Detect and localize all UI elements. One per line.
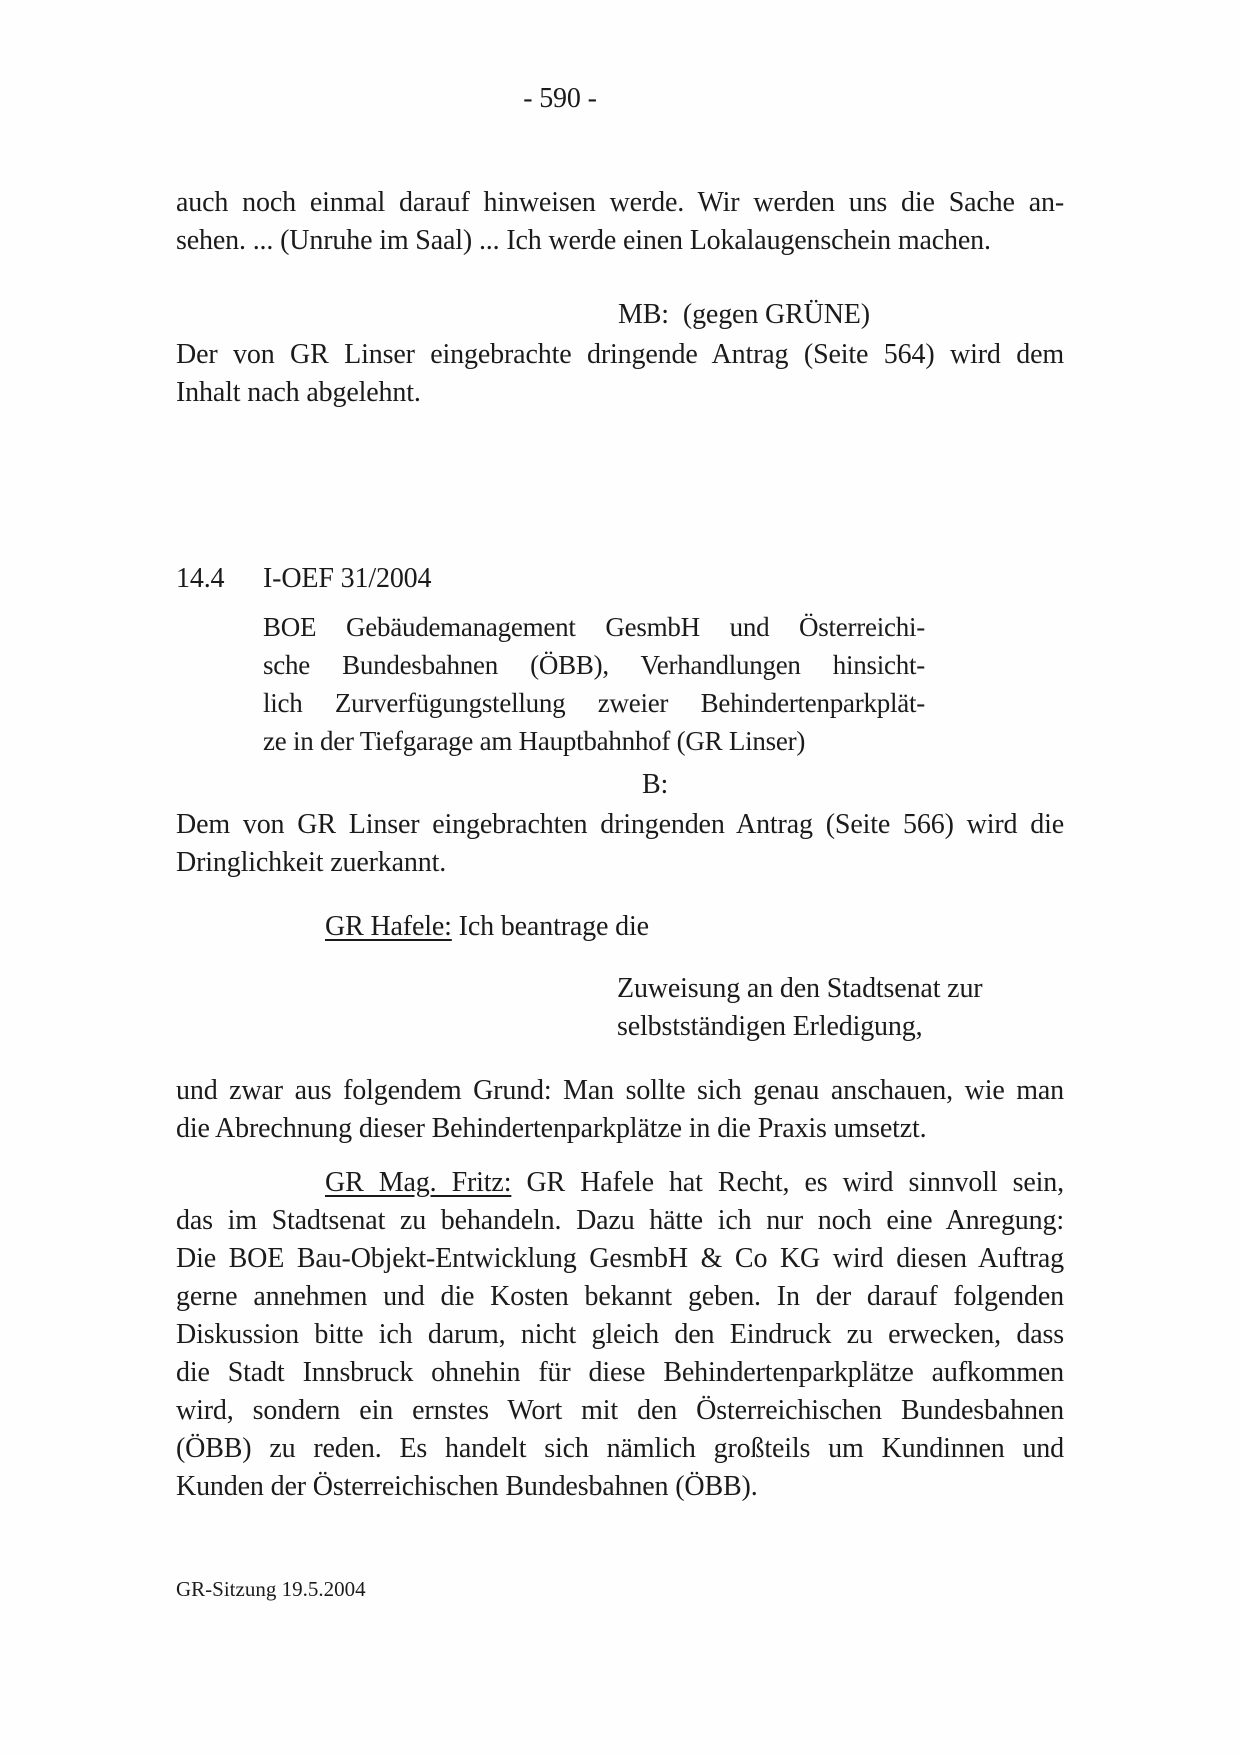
speech-fritz [176, 1164, 1064, 1506]
text-line [176, 1164, 1064, 1202]
motion-text [617, 970, 1064, 1046]
text-line: Diskussion bitte ich darum, nicht gleich den Eindruck zu erwecken, dass [176, 1319, 1064, 1350]
agenda-item-code: I-OEF 31/2004 [263, 563, 432, 594]
vote-result-line [618, 296, 1064, 334]
vote-abbreviation: MB: [618, 299, 669, 330]
text-line: lich Zurverfügungstellung zweier Behindertenparkplät- [263, 688, 925, 718]
decision-text-rejected [176, 336, 1064, 412]
text-line: die Stadt Innsbruck ohnehin für diese Behindertenparkplätze aufkommen [176, 1357, 1064, 1388]
text-line: Dringlichkeit zuerkannt. [176, 847, 447, 878]
text-line: Inhalt nach abgelehnt. [176, 377, 421, 408]
paragraph-speech-continuation [176, 184, 1064, 260]
decision-text-urgency-granted [176, 806, 1064, 882]
page-footer: GR-Sitzung 19.5.2004 [176, 1577, 366, 1601]
agenda-item-heading [176, 560, 1064, 598]
speech-text: GR Hafele hat Recht, es wird sinnvoll sein, [526, 1167, 1064, 1198]
decision-label: B: [642, 769, 669, 800]
speaker-name: GR Mag. Fritz: [325, 1167, 512, 1198]
paragraph-reasoning [176, 1072, 1064, 1148]
text-line: (ÖBB) zu reden. Es handelt sich nämlich großteils um Kundinnen und [176, 1433, 1064, 1464]
text-line: das im Stadtsenat zu behandeln. Dazu hätte ich nur noch eine Anregung: [176, 1205, 1064, 1236]
text-line: Der von GR Linser eingebrachte dringende Antrag (Seite 564) wird dem [176, 339, 1064, 370]
agenda-item-subject [263, 608, 925, 760]
text-line: Kunden der Österreichischen Bundesbahnen (ÖBB). [176, 1471, 758, 1502]
text-line: selbstständigen Erledigung, [617, 1011, 923, 1042]
text-line: sche Bundesbahnen (ÖBB), Verhandlungen hinsicht- [263, 650, 925, 680]
text-line: die Abrechnung dieser Behindertenparkplätze in die Praxis umsetzt. [176, 1113, 927, 1144]
text-line: und zwar aus folgendem Grund: Man sollte sich genau anschauen, wie man [176, 1075, 1064, 1106]
text-line: gerne annehmen und die Kosten bekannt geben. In der darauf folgenden [176, 1281, 1064, 1312]
text-line: auch noch einmal darauf hinweisen werde. Wir werden uns die Sache an- [176, 187, 1064, 218]
text-line: wird, sondern ein ernstes Wort mit den Österreichischen Bundesbahnen [176, 1395, 1064, 1426]
page-number: - 590 - [523, 83, 597, 114]
agenda-item-number: 14.4 [176, 563, 225, 594]
text-line: Die BOE Bau-Objekt-Entwicklung GesmbH & Co KG wird diesen Auftrag [176, 1243, 1064, 1274]
text-line: Zuweisung an den Stadtsenat zur [617, 973, 983, 1004]
speaker-name: GR Hafele: [325, 911, 452, 942]
text-line: BOE Gebäudemanagement GesmbH und Österreichi- [263, 612, 925, 642]
text-line: Dem von GR Linser eingebrachten dringenden Antrag (Seite 566) wird die [176, 809, 1064, 840]
text-line: ze in der Tiefgarage am Hauptbahnhof (GR Linser) [263, 726, 806, 756]
speech-hafele [325, 908, 1064, 946]
text-line: sehen. ... (Unruhe im Saal) ... Ich werde einen Lokalaugenschein machen. [176, 225, 991, 256]
speech-text: Ich beantrage die [458, 911, 649, 942]
vote-detail: (gegen GRÜNE) [682, 299, 870, 330]
